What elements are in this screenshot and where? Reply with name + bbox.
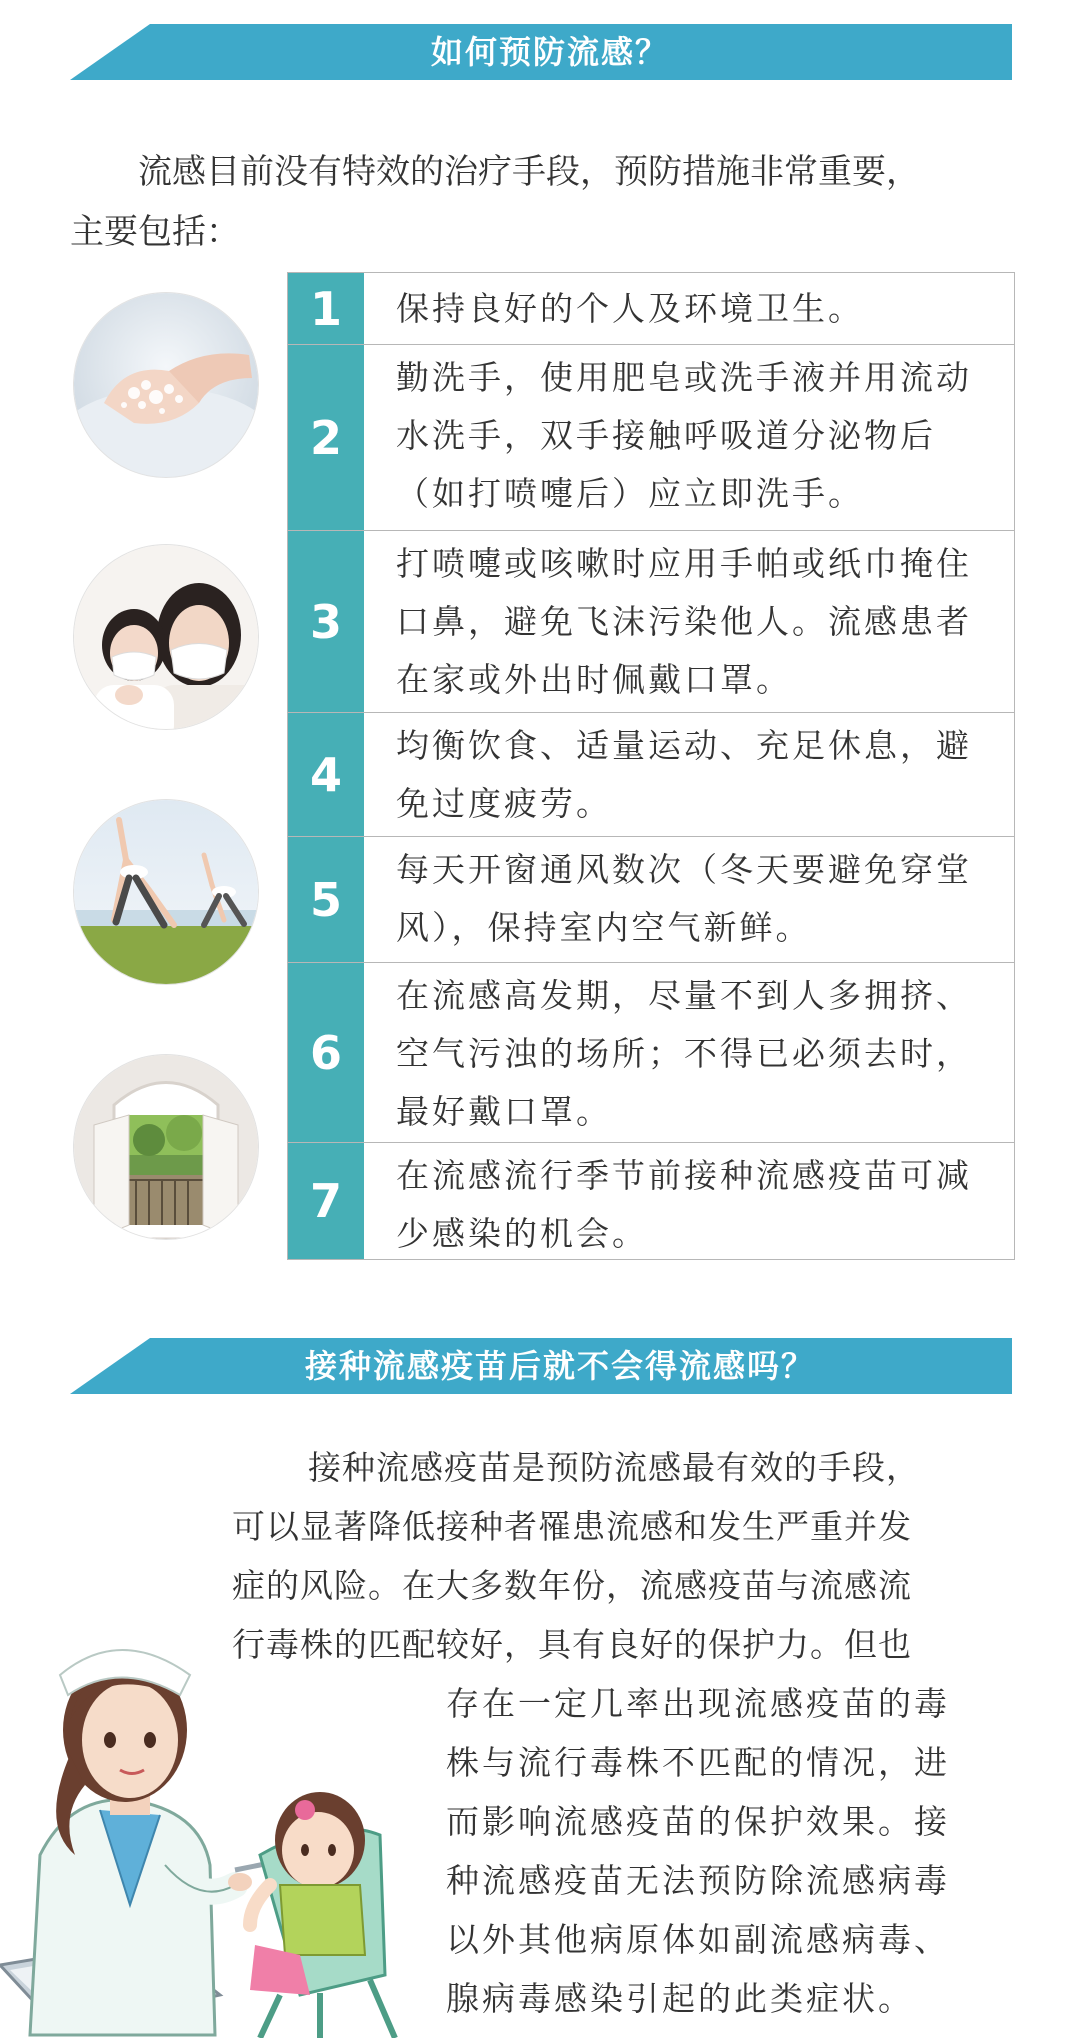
item-text: 保持良好的个人及环境卫生。 — [396, 289, 864, 328]
item-text: 在流感高发期，尽量不到人多拥挤、空气污浊的场所；不得已必须去时，最好戴口罩。 — [396, 976, 972, 1131]
paragraph-line: 存在一定几率出现流感疫苗的毒 — [446, 1684, 950, 1723]
paragraph-line: 行毒株的匹配较好，具有良好的保护力。但也 — [232, 1625, 912, 1664]
item-number: 5 — [288, 837, 364, 962]
item-text: 每天开窗通风数次（冬天要避免穿堂风），保持室内空气新鲜。 — [396, 850, 972, 947]
item-text: 在流感流行季节前接种流感疫苗可减少感染的机会。 — [396, 1156, 972, 1253]
paragraph-line: 接种流感疫苗是预防流感最有效的手段， — [308, 1448, 920, 1487]
item-text: 均衡饮食、适量运动、充足休息，避免过度疲劳。 — [396, 726, 972, 823]
paragraph-line: 而影响流感疫苗的保护效果。接 — [446, 1802, 950, 1841]
paragraph-line: 症的风险。在大多数年份，流感疫苗与流感流 — [232, 1566, 912, 1605]
intro-line: 流感目前没有特效的治疗手段，预防措施非常重要， — [138, 152, 920, 192]
item-number: 7 — [288, 1143, 364, 1259]
section-title: 接种流感疫苗后就不会得流感吗？ — [304, 1347, 815, 1385]
item-text: 打喷嚏或咳嗽时应用手帕或纸巾掩住口鼻，避免飞沫污染他人。流感患者在家或外出时佩戴口罩。 — [396, 544, 972, 699]
item-number: 2 — [288, 345, 364, 530]
item-number: 1 — [288, 273, 364, 344]
item-number: 4 — [288, 713, 364, 836]
item-number: 6 — [288, 963, 364, 1142]
item-number: 3 — [288, 531, 364, 712]
paragraph-line: 可以显著降低接种者罹患流感和发生严重并发 — [232, 1507, 912, 1546]
item-text: 勤洗手，使用肥皂或洗手液并用流动水洗手，双手接触呼吸道分泌物后（如打喷嚏后）应立即洗手。 — [396, 358, 972, 513]
paragraph-line: 以外其他病原体如副流感病毒、 — [446, 1920, 950, 1959]
intro-line: 主要包括： — [70, 212, 240, 252]
paragraph-line: 株与流行毒株不匹配的情况，进 — [446, 1743, 950, 1782]
nurse-vaccinating-child-illustration — [0, 1525, 440, 2038]
section-title: 如何预防流感？ — [430, 33, 669, 71]
paragraph-line: 腺病毒感染引起的此类症状。 — [446, 1979, 914, 2018]
paragraph-line: 种流感疫苗无法预防除流感病毒 — [446, 1861, 950, 1900]
